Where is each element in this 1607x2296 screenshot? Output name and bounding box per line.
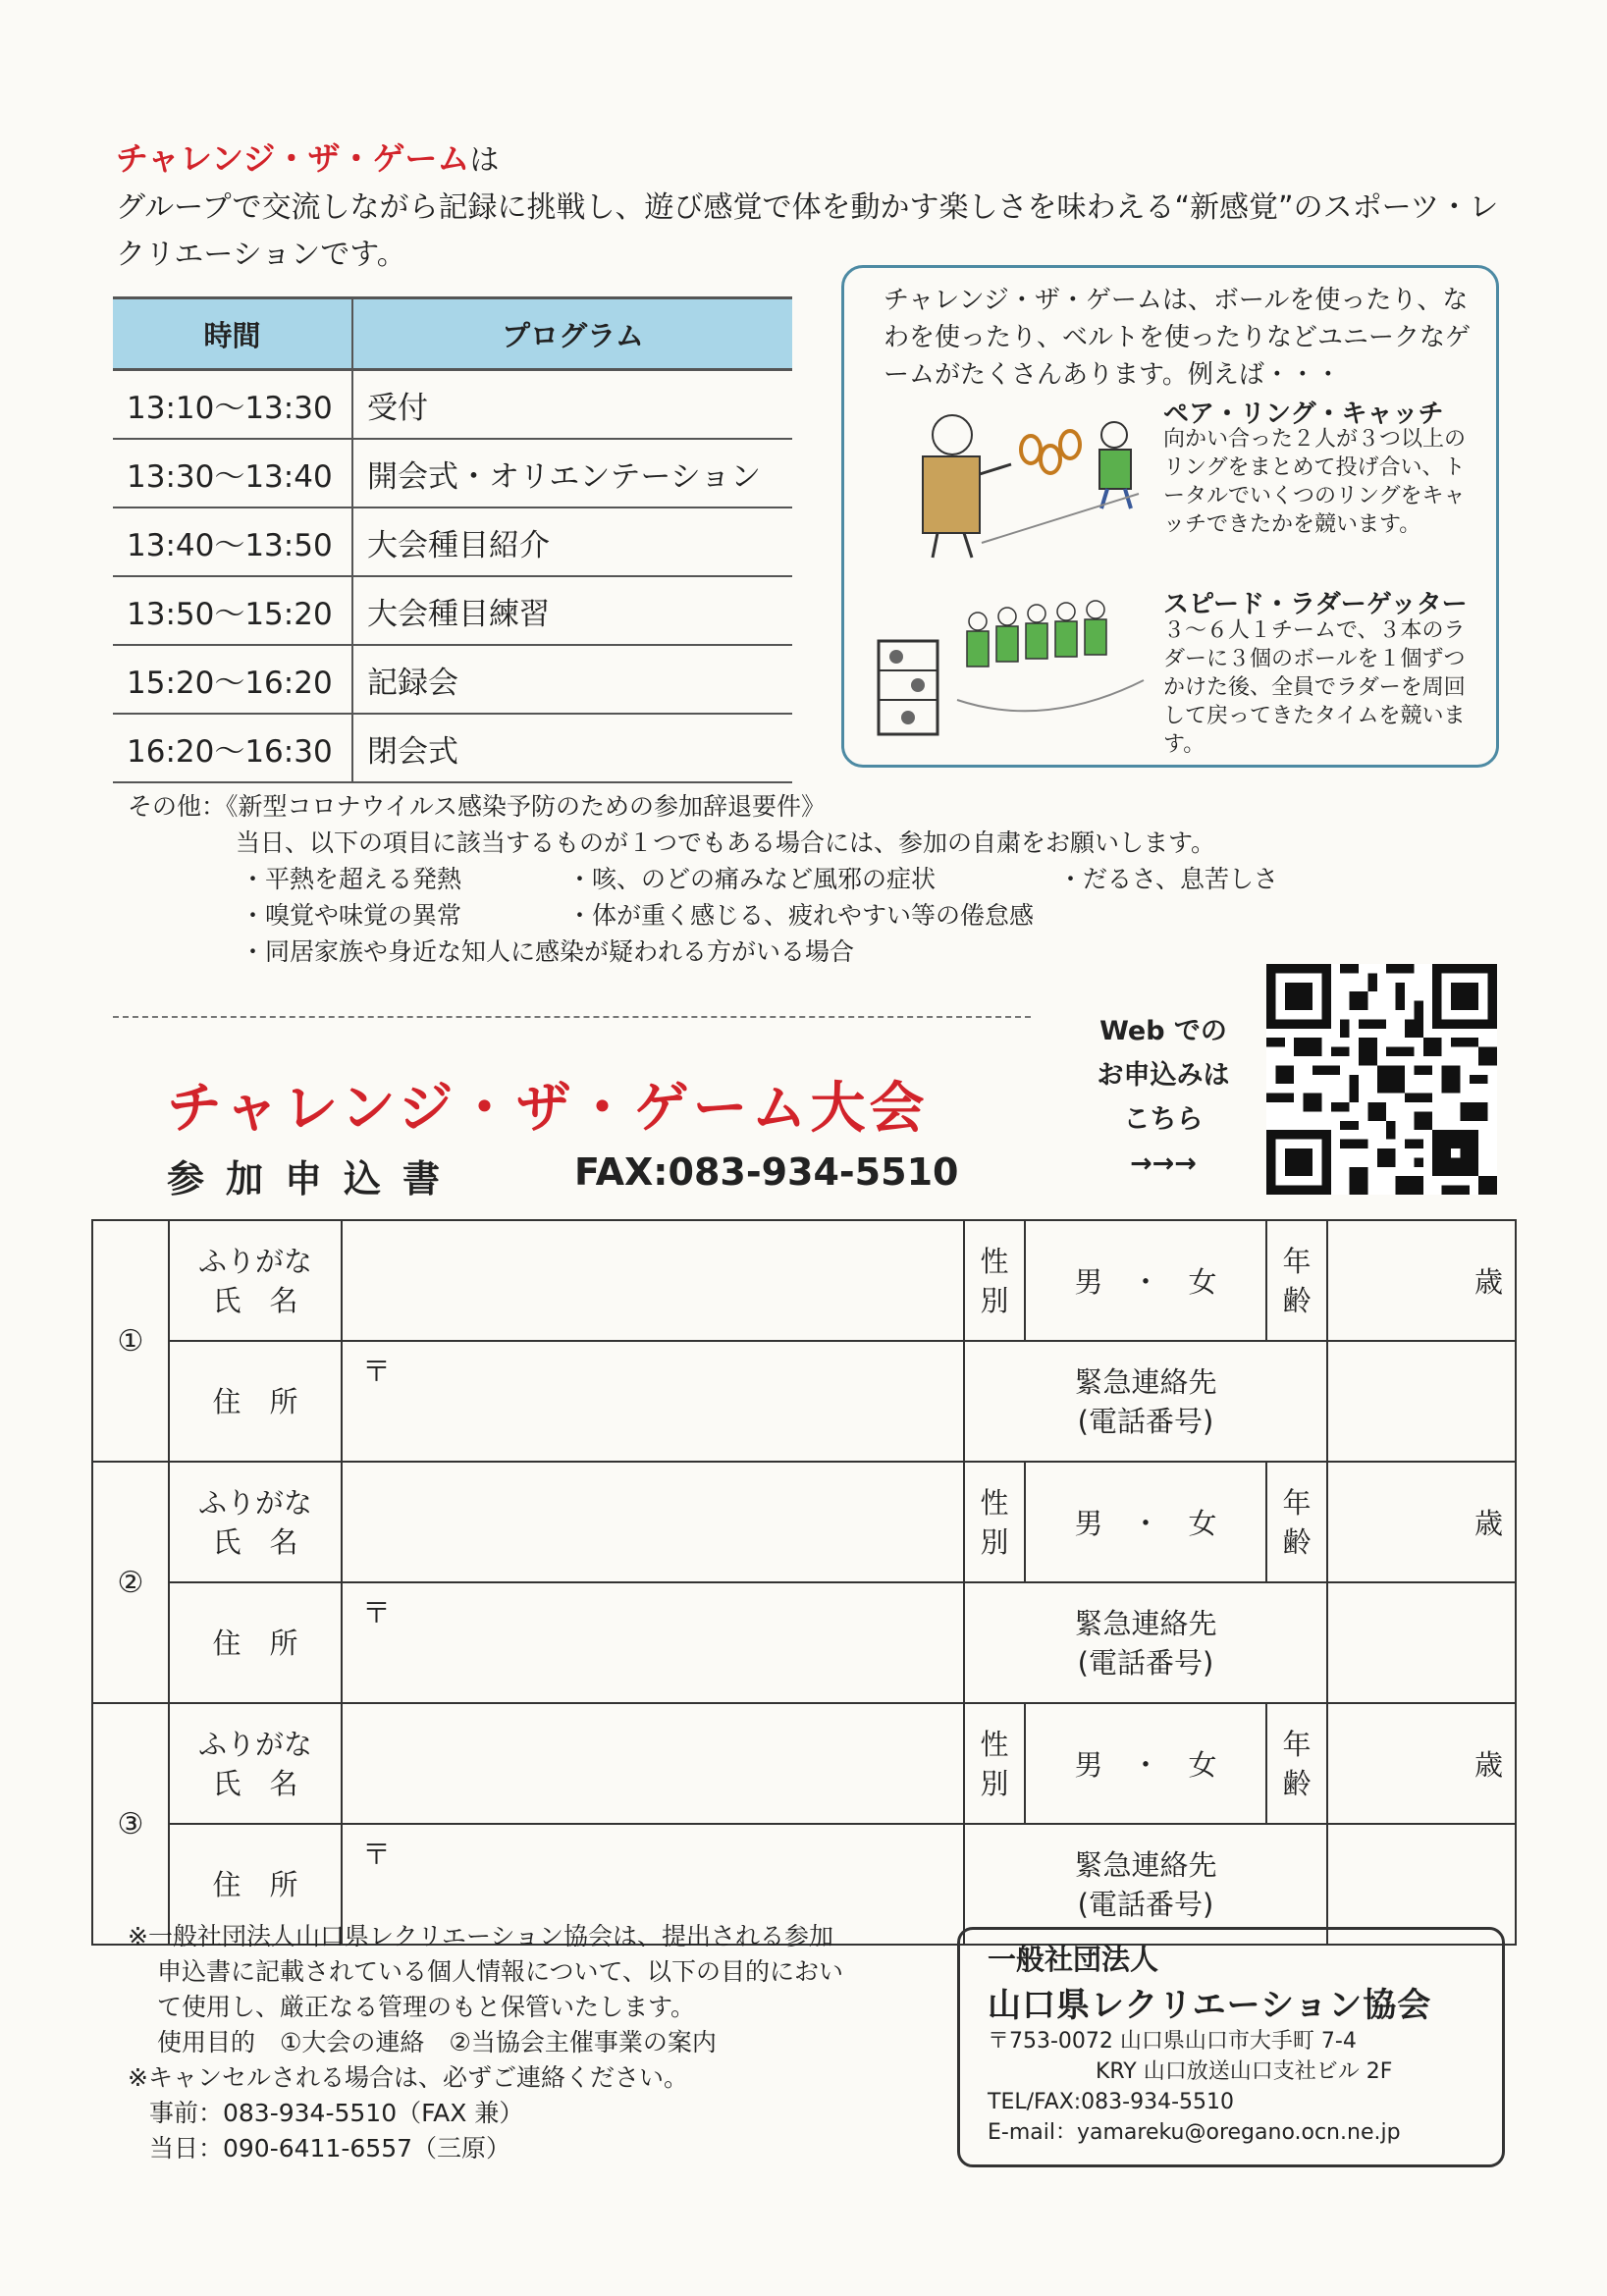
web-note-line: こちら xyxy=(1123,1104,1204,1135)
age-label xyxy=(1266,1220,1327,1341)
game-name-ring-catch: ペア・リング・キャッチ xyxy=(1163,400,1444,429)
privacy-purpose: 使用目的 ①大会の連絡 ②当協会主催事業の案内 xyxy=(157,2028,717,2056)
address-label: 住 所 xyxy=(169,1582,342,1703)
sex-label xyxy=(964,1703,1025,1824)
sex-label-char: 性 xyxy=(980,1244,1009,1278)
schedule-header-time: 時間 xyxy=(113,298,352,370)
sex-label-char: 性 xyxy=(980,1485,1009,1520)
table-row xyxy=(92,1341,1516,1462)
entry-number: ③ xyxy=(92,1703,169,1945)
furigana-label: ふりがな xyxy=(197,1485,312,1520)
sex-label xyxy=(964,1462,1025,1582)
form-title: チャレンジ・ザ・ゲーム大会 xyxy=(167,1077,929,1141)
emergency-label-text: 緊急連絡先 xyxy=(1074,1364,1217,1399)
table-row xyxy=(92,1220,1516,1341)
schedule-time: 13:30〜13:40 xyxy=(113,439,352,507)
table-row xyxy=(92,1462,1516,1582)
web-note-line: お申込みは xyxy=(1097,1060,1230,1091)
name-label-text: 氏 名 xyxy=(212,1524,298,1559)
name-field[interactable] xyxy=(342,1220,964,1341)
game-examples-box xyxy=(841,265,1499,768)
ladder-getter-illustration xyxy=(869,582,1153,754)
age-label-char: 年 xyxy=(1282,1244,1312,1278)
org-name: 山口県レクリエーション協会 xyxy=(988,1986,1432,2025)
age-label-char: 年 xyxy=(1282,1485,1312,1520)
list-item: ・同居家族や身近な知人に感染が疑われる方がいる場合 xyxy=(241,937,855,966)
address-field[interactable] xyxy=(342,1341,964,1462)
name-label xyxy=(169,1703,342,1824)
org-building: KRY 山口放送山口支社ビル 2F xyxy=(1096,2059,1393,2084)
privacy-notice xyxy=(128,1919,933,2166)
game-desc-ring-catch: 向かい合った２人が３つ以上のリングをまとめて投げ合い、トータルでいくつのリングをキャッチできたかを競います。 xyxy=(1163,427,1467,537)
list-item: ・体が重く感じる、疲れやすい等の倦怠感 xyxy=(567,901,1035,930)
address-label: 住 所 xyxy=(169,1341,342,1462)
entry-number: ② xyxy=(92,1462,169,1703)
emergency-label xyxy=(964,1582,1327,1703)
cancel-note: ※キャンセルされる場合は、必ずご連絡ください。 xyxy=(128,2063,688,2092)
ring-catch-illustration xyxy=(884,396,1158,562)
schedule-program: 閉会式 xyxy=(352,714,792,782)
sex-label-char: 別 xyxy=(980,1524,1009,1559)
sex-label xyxy=(964,1220,1025,1341)
schedule-program: 開会式・オリエンテーション xyxy=(352,439,792,507)
contact-before: 事前：083-934-5510（FAX 兼） xyxy=(149,2099,524,2127)
age-label xyxy=(1266,1703,1327,1824)
list-item: ・だるさ、息苦しさ xyxy=(1058,865,1279,893)
covid-notes xyxy=(128,788,1215,861)
age-label xyxy=(1266,1462,1327,1582)
name-label xyxy=(169,1462,342,1582)
web-note-line: Web での xyxy=(1099,1016,1227,1046)
intro xyxy=(116,135,1520,279)
privacy-line: 申込書に記載されている個人情報について、以下の目的におい xyxy=(157,1957,844,1986)
name-label-text: 氏 名 xyxy=(212,1283,298,1317)
game-examples-lead: チャレンジ・ザ・ゲームは、ボールを使ったり、なわを使ったり、ベルトを使ったりなどユニークなゲームがたくさんあります。例えば・・・ xyxy=(884,286,1472,390)
sex-field[interactable]: 男 ・ 女 xyxy=(1025,1462,1266,1582)
furigana-label: ふりがな xyxy=(197,1244,312,1278)
schedule-program: 記録会 xyxy=(352,645,792,714)
emergency-label-text: (電話番号) xyxy=(1077,1645,1214,1680)
schedule-program: 受付 xyxy=(352,370,792,440)
schedule-time: 13:10〜13:30 xyxy=(113,370,352,440)
application-form xyxy=(91,1219,1517,1946)
emergency-phone-field[interactable] xyxy=(1327,1341,1516,1462)
emergency-label-text: 緊急連絡先 xyxy=(1074,1847,1217,1882)
schedule-time: 16:20〜16:30 xyxy=(113,714,352,782)
emergency-label-text: (電話番号) xyxy=(1077,1887,1214,1921)
age-field[interactable]: 歳 xyxy=(1327,1220,1516,1341)
sex-label-char: 別 xyxy=(980,1766,1009,1800)
address-label: 住 所 xyxy=(169,1824,342,1945)
intro-title-suffix: は xyxy=(469,143,500,178)
schedule-table xyxy=(113,296,792,783)
table-row xyxy=(113,507,792,576)
emergency-phone-field[interactable] xyxy=(1327,1582,1516,1703)
schedule-time: 13:40〜13:50 xyxy=(113,507,352,576)
table-row xyxy=(113,714,792,782)
emergency-label-text: (電話番号) xyxy=(1077,1404,1214,1438)
covid-notes-heading: その他：《新型コロナウイルス感染予防のための参加辞退要件》 xyxy=(128,792,827,821)
entry-number: ① xyxy=(92,1220,169,1462)
schedule-header-program: プログラム xyxy=(352,298,792,370)
emergency-label-text: 緊急連絡先 xyxy=(1074,1606,1217,1640)
age-field[interactable]: 歳 xyxy=(1327,1462,1516,1582)
org-address: 〒753-0072 山口県山口市大手町 7-4 xyxy=(988,2029,1357,2054)
schedule-program: 大会種目練習 xyxy=(352,576,792,645)
arrow-icon: →→→ xyxy=(1130,1148,1197,1179)
name-field[interactable] xyxy=(342,1462,964,1582)
web-application-note xyxy=(1090,1009,1237,1186)
table-row xyxy=(92,1582,1516,1703)
table-row xyxy=(113,645,792,714)
age-label-char: 齢 xyxy=(1282,1766,1312,1800)
org-type: 一般社団法人 xyxy=(988,1943,1159,1976)
table-row xyxy=(113,439,792,507)
table-row xyxy=(113,576,792,645)
covid-notes-text: 当日、以下の項目に該当するものが１つでもある場合には、参加の自粛をお願いします。 xyxy=(236,828,1216,857)
schedule-time: 15:20〜16:20 xyxy=(113,645,352,714)
name-field[interactable] xyxy=(342,1703,964,1824)
postal-mark: 〒 xyxy=(362,1596,392,1629)
age-field[interactable]: 歳 xyxy=(1327,1703,1516,1824)
privacy-line: ※一般社団法人山口県レクリエーション協会は、提出される参加 xyxy=(128,1922,833,1950)
form-subtitle: 参加申込書 xyxy=(167,1157,462,1201)
list-item: ・嗅覚や味覚の異常 xyxy=(241,901,462,930)
sex-label-char: 別 xyxy=(980,1283,1009,1317)
symptom-list xyxy=(241,861,1278,970)
qr-code[interactable] xyxy=(1266,964,1497,1195)
schedule-program: 大会種目紹介 xyxy=(352,507,792,576)
name-label-text: 氏 名 xyxy=(212,1766,298,1800)
game-name-ladder-getter: スピード・ラダーゲッター xyxy=(1163,590,1468,619)
emergency-label xyxy=(964,1341,1327,1462)
age-label-char: 年 xyxy=(1282,1727,1312,1761)
sex-label-char: 性 xyxy=(980,1727,1009,1761)
org-email[interactable]: E-mail：yamareku@oregano.ocn.ne.jp xyxy=(988,2120,1401,2145)
intro-title: チャレンジ・ザ・ゲーム xyxy=(116,139,470,178)
fax-number: FAX:083-934-5510 xyxy=(574,1150,959,1194)
age-label-char: 齢 xyxy=(1282,1283,1312,1317)
address-field[interactable] xyxy=(342,1582,964,1703)
postal-mark: 〒 xyxy=(362,1838,392,1871)
intro-text: グループで交流しながら記録に挑戦し、遊び感覚で体を動かす楽しさを味わえる“新感覚”のスポーツ・レクリエーションです。 xyxy=(116,190,1499,272)
age-label-char: 齢 xyxy=(1282,1524,1312,1559)
name-label xyxy=(169,1220,342,1341)
sex-field[interactable]: 男 ・ 女 xyxy=(1025,1703,1266,1824)
cut-line xyxy=(113,1016,1031,1018)
sex-field[interactable]: 男 ・ 女 xyxy=(1025,1220,1266,1341)
table-row xyxy=(113,370,792,440)
table-row xyxy=(92,1703,1516,1824)
postal-mark: 〒 xyxy=(362,1355,392,1388)
org-tel: TEL/FAX:083-934-5510 xyxy=(988,2090,1235,2114)
organization-box xyxy=(957,1927,1505,2167)
list-item: ・平熱を超える発熱 xyxy=(241,865,462,893)
list-item: ・咳、のどの痛みなど風邪の症状 xyxy=(567,865,937,893)
game-desc-ladder-getter: ３〜６人１チームで、３本のラダーに３個のボールを１個ずつかけた後、全員でラダーを周回して戻ってきたタイムを競います。 xyxy=(1163,618,1466,757)
privacy-line: て使用し、厳正なる管理のもと保管いたします。 xyxy=(157,1993,696,2021)
contact-day-of: 当日：090-6411-6557（三原） xyxy=(149,2134,511,2163)
furigana-label: ふりがな xyxy=(197,1727,312,1761)
schedule-time: 13:50〜15:20 xyxy=(113,576,352,645)
